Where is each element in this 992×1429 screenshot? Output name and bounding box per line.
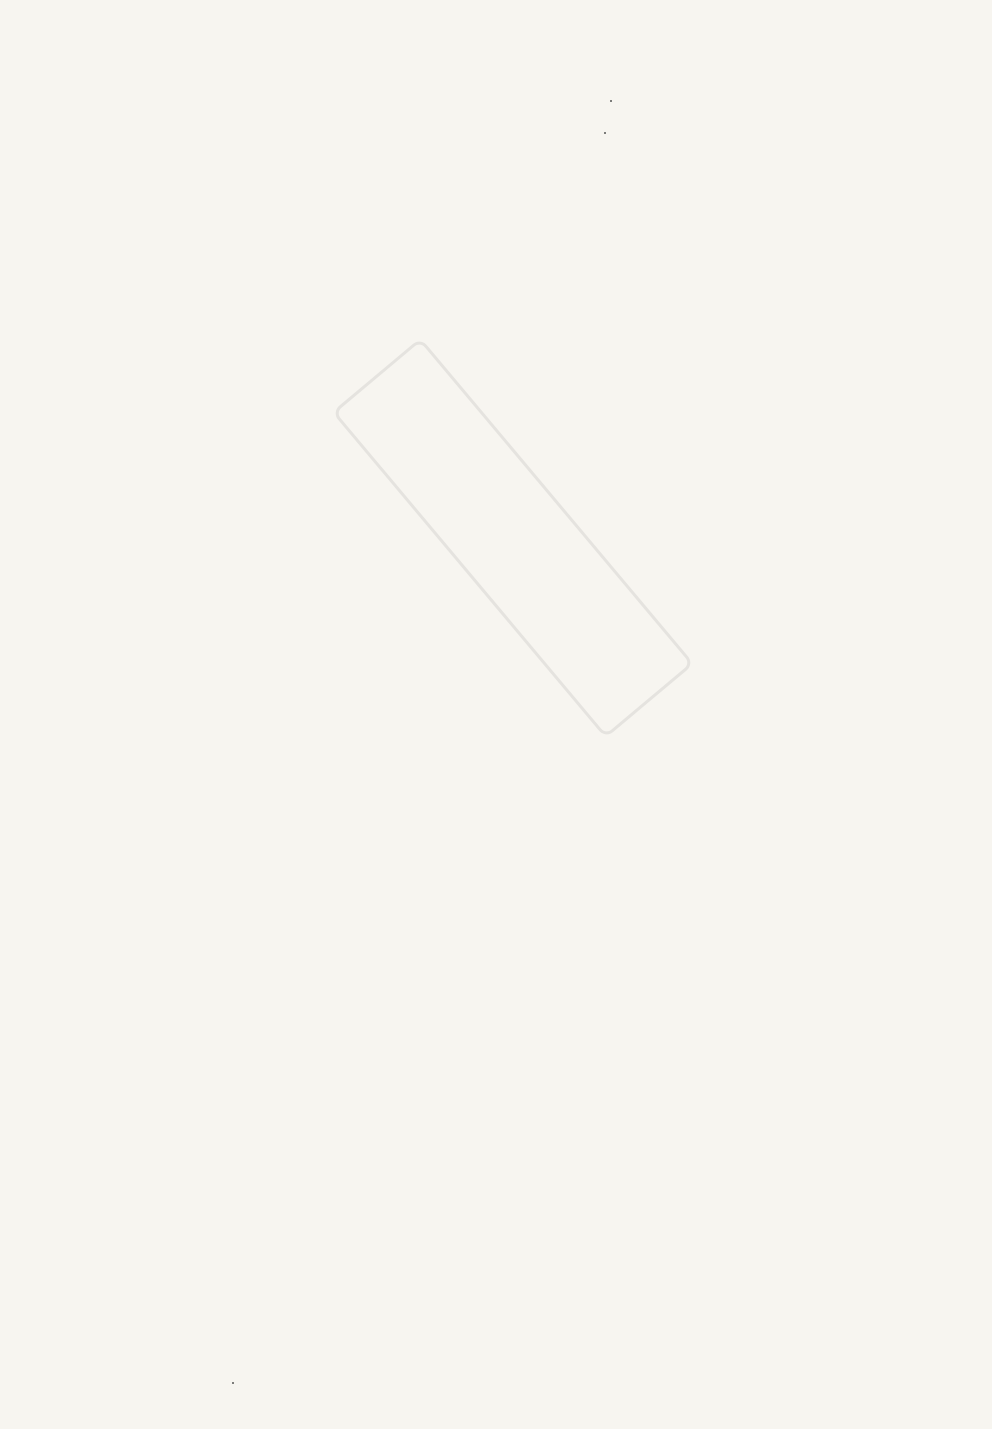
- ink-speck: [610, 100, 612, 102]
- watermark-stamp: [332, 338, 695, 739]
- ink-speck: [604, 132, 606, 134]
- page-header: [172, 120, 872, 166]
- ink-speck: [232, 1382, 234, 1384]
